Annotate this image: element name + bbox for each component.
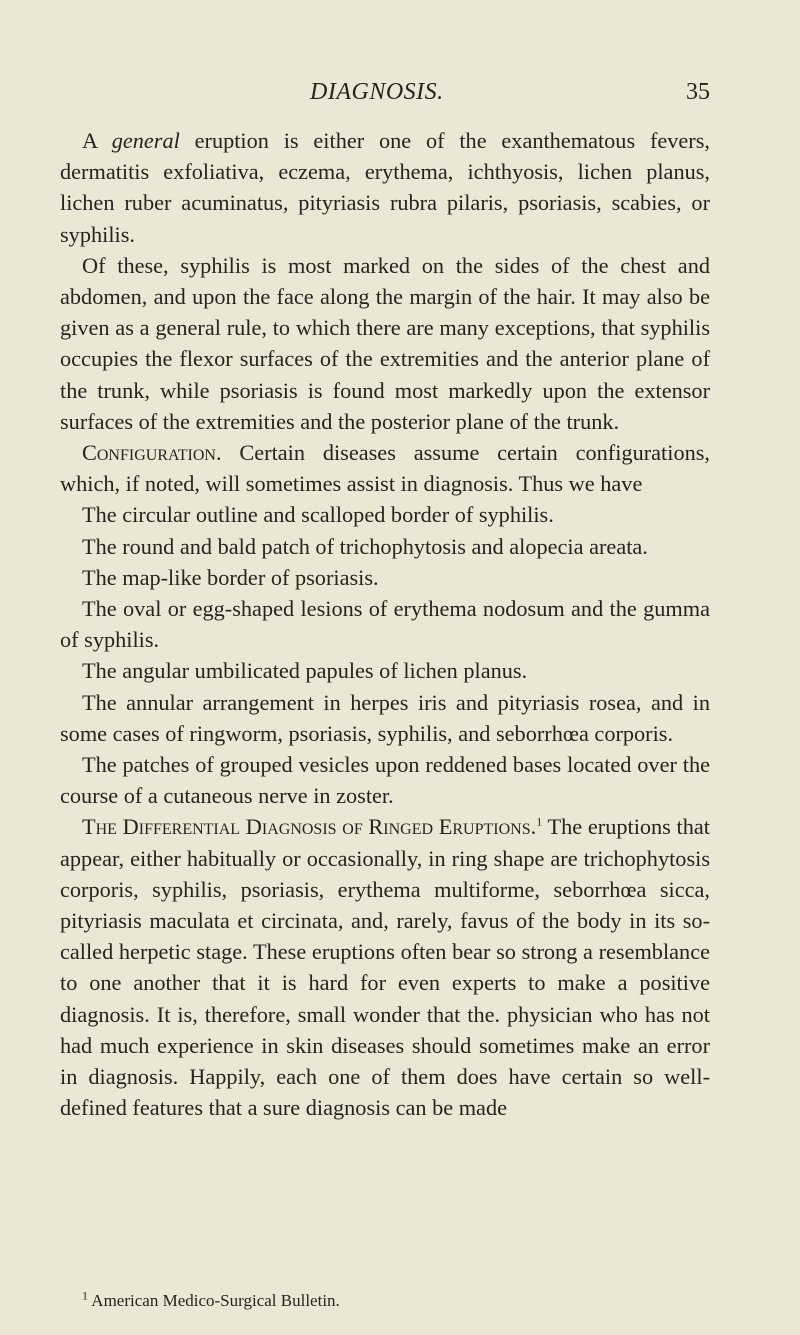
list-item: The circular outline and scalloped border of syphilis. <box>82 502 554 528</box>
page-header <box>60 79 710 113</box>
footnote-marker: 1 <box>82 1288 88 1303</box>
list-item: The round and bald patch of trichophytosis and alopecia areata. <box>82 533 648 559</box>
section-heading: Configuration. <box>82 440 222 466</box>
list-item: The angular umbilicated papules of lichen planus. <box>82 658 528 684</box>
text-run: The eruptions that appear, either habitually or occasionally, in ring shape are trichophytosis corporis, syphilis, psoriasis, erythema multiforme, seborrhœa sicca, pityriasis maculata et circinata, and, rarely, favus of the body in its so-called herpetic stage. These eruptions often bear so strong a resemblance to one another that it is hard for even experts to make a positive diagnosis. It is, therefore, small wonder that the. physician who has not had much experience in skin diseases should sometimes make an error in diagnosis. Happily, each one of them does have certain so well-defined features that a sure diagnosis can be made <box>60 814 710 1121</box>
list-item: The patches of grouped vesicles upon reddened bases located over the course of a cutaneous nerve in zoster. <box>60 752 710 809</box>
list-item: The annular arrangement in herpes iris and pityriasis rosea, and in some cases of ringworm, psoriasis, syphilis, and seborrhœa corporis. <box>60 689 710 746</box>
footnote <box>60 1290 710 1312</box>
list-item: The map-like border of psoriasis. <box>82 564 379 590</box>
body-text <box>60 125 710 1124</box>
footnote-text: American Medico-Surgical Bulletin. <box>88 1291 340 1310</box>
text-run: eruption is either one of the exanthematous fevers, dermatitis exfoliativa, eczema, erythema, ichthyosis, lichen planus, lichen ruber acuminatus, pityriasis rubra pilaris, psoriasis, scabies, or syphilis. <box>60 128 710 247</box>
section-heading: The Differential Diagnosis of Ringed Eruptions. <box>82 814 537 840</box>
paragraph-syphilis-location: Of these, syphilis is most marked on the sides of the chest and abdomen, and upon the face along the margin of the hair. It may also be given as a general rule, to which there are many exceptions, that syphilis occupies the flexor surfaces of the extremities and the anterior plane of the trunk, while psoriasis is found most markedly upon the extensor surfaces of the extremities and the posterior plane of the trunk. <box>60 252 710 434</box>
page-number: 35 <box>686 79 710 105</box>
text-run: Certain diseases assume certain configurations, which, if noted, will sometimes assist in diagnosis. Thus we have <box>60 440 710 497</box>
italic-term: general <box>111 128 180 153</box>
paragraph-configuration <box>60 437 710 499</box>
text-run: A <box>82 128 112 153</box>
footnote-marker: 1 <box>536 815 543 830</box>
running-title: DIAGNOSIS. <box>310 79 444 105</box>
paragraph-general-eruption <box>60 125 710 250</box>
list-item: The oval or egg-shaped lesions of erythema nodosum and the gumma of syphilis. <box>60 596 710 653</box>
paragraph-ringed-eruptions <box>60 811 710 1123</box>
